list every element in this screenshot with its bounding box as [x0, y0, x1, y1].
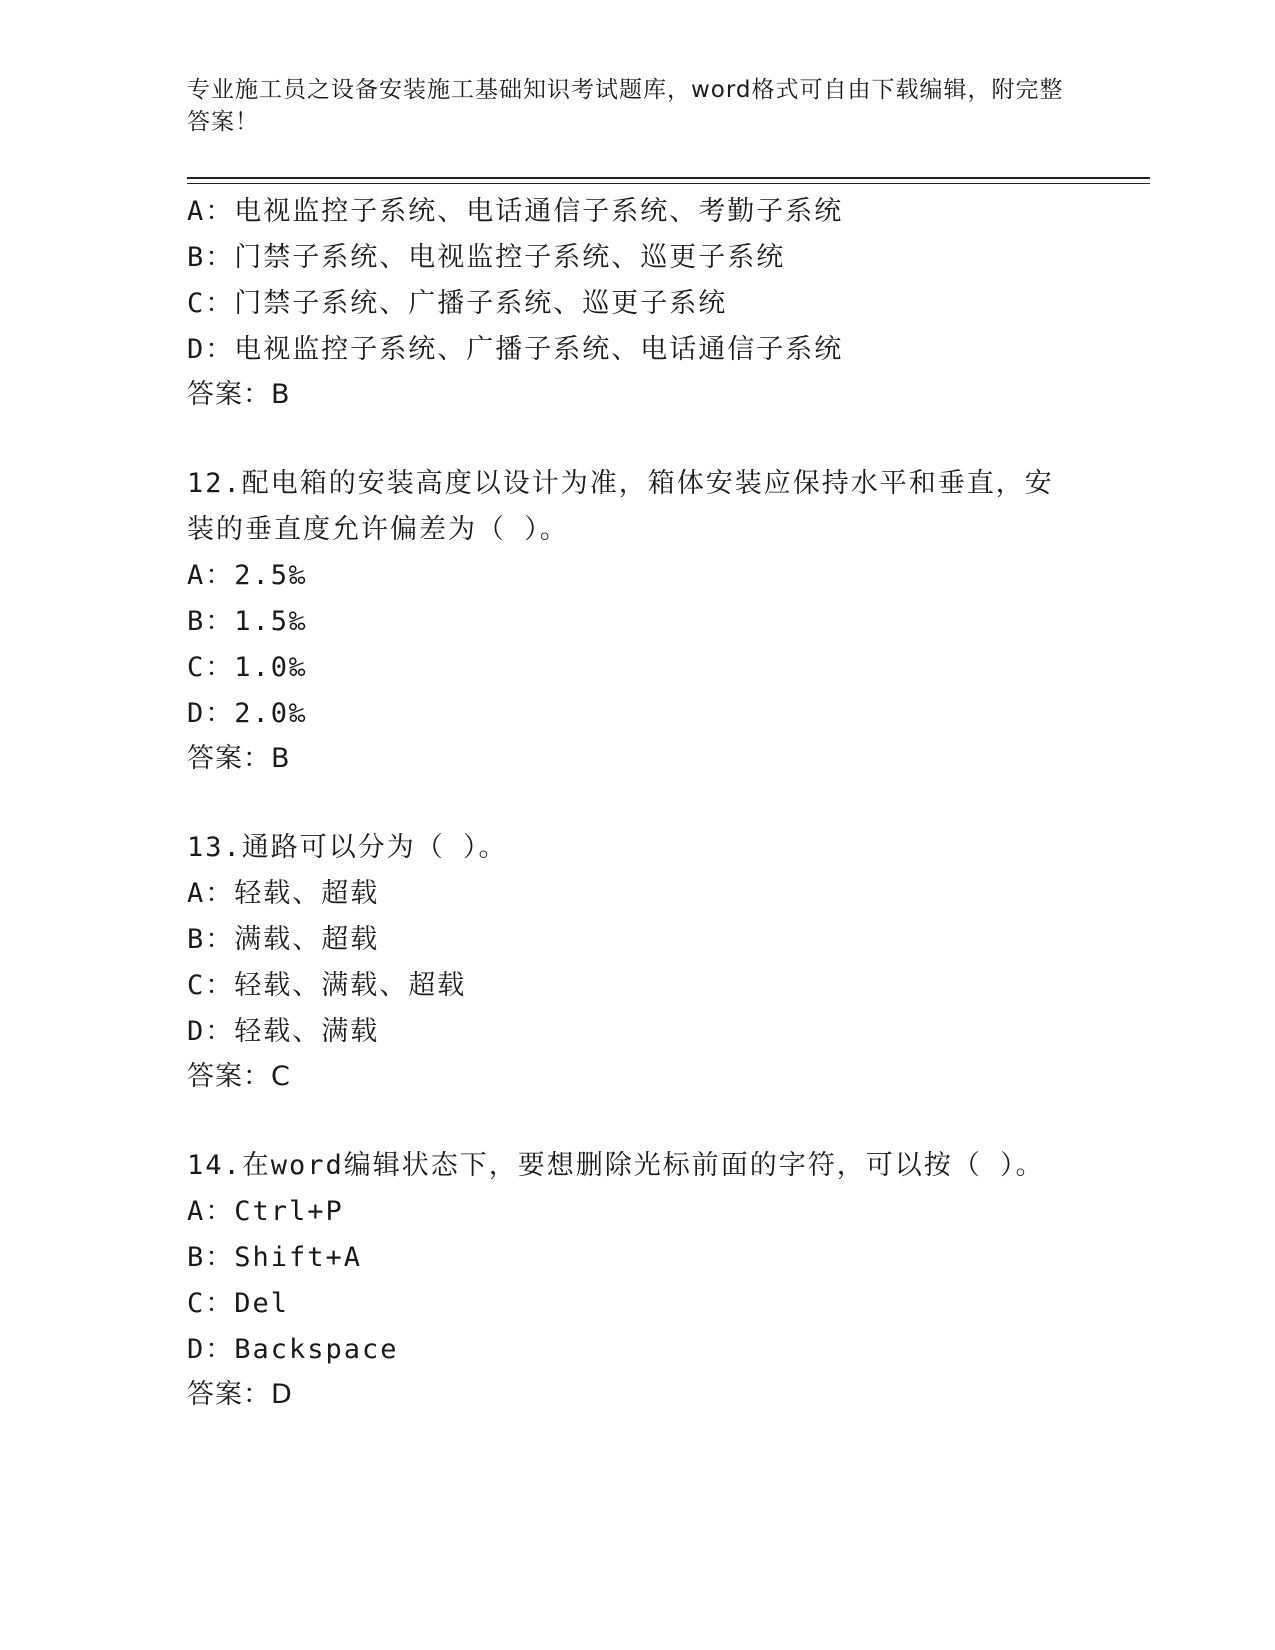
option-b: B：1.5‰: [187, 606, 308, 637]
option-b: B：门禁子系统、电视监控子系统、巡更子系统: [187, 242, 786, 273]
question-14: [187, 1143, 1087, 1417]
question-13: [187, 825, 1087, 1099]
question-stem: 12.配电箱的安装高度以设计为准，箱体安装应保持水平和垂直，安装的垂直度允许偏差为（ ）。: [187, 468, 1054, 545]
option-c: C：1.0‰: [187, 652, 308, 683]
option-b: B：Shift+A: [187, 1242, 363, 1273]
answer: 答案：B: [187, 379, 291, 410]
option-c: C：门禁子系统、广播子系统、巡更子系统: [187, 288, 728, 319]
answer: 答案：D: [187, 1379, 293, 1410]
option-a: A：轻载、超载: [187, 878, 380, 909]
option-c: C：轻载、满载、超载: [187, 970, 467, 1001]
header-rule-thick: [187, 177, 1150, 179]
question-stem: 14.在word编辑状态下，要想删除光标前面的字符，可以按（ ）。: [187, 1150, 1045, 1181]
option-d: D：2.0‰: [187, 698, 308, 729]
option-a: A：Ctrl+P: [187, 1196, 344, 1227]
option-b: B：满载、超载: [187, 924, 380, 955]
question-12: [187, 461, 1087, 781]
spacer: [187, 1099, 1087, 1143]
option-a: A：2.5‰: [187, 560, 308, 591]
header-rule-thin: [187, 183, 1150, 184]
option-a: A：电视监控子系统、电话通信子系统、考勤子系统: [187, 196, 844, 227]
spacer: [187, 417, 1087, 461]
question-11: [187, 189, 1087, 417]
spacer: [187, 781, 1087, 825]
question-stem: 13.通路可以分为（ ）。: [187, 832, 508, 863]
question-list: [187, 189, 1087, 1417]
option-d: D：Backspace: [187, 1334, 399, 1365]
option-d: D：电视监控子系统、广播子系统、电话通信子系统: [187, 334, 844, 365]
answer: 答案：C: [187, 1061, 291, 1092]
answer: 答案：B: [187, 743, 291, 774]
document-header: 专业施工员之设备安装施工基础知识考试题库，word格式可自由下载编辑，附完整答案！: [187, 77, 1064, 135]
option-c: C：Del: [187, 1288, 290, 1319]
option-d: D：轻载、满载: [187, 1016, 380, 1047]
